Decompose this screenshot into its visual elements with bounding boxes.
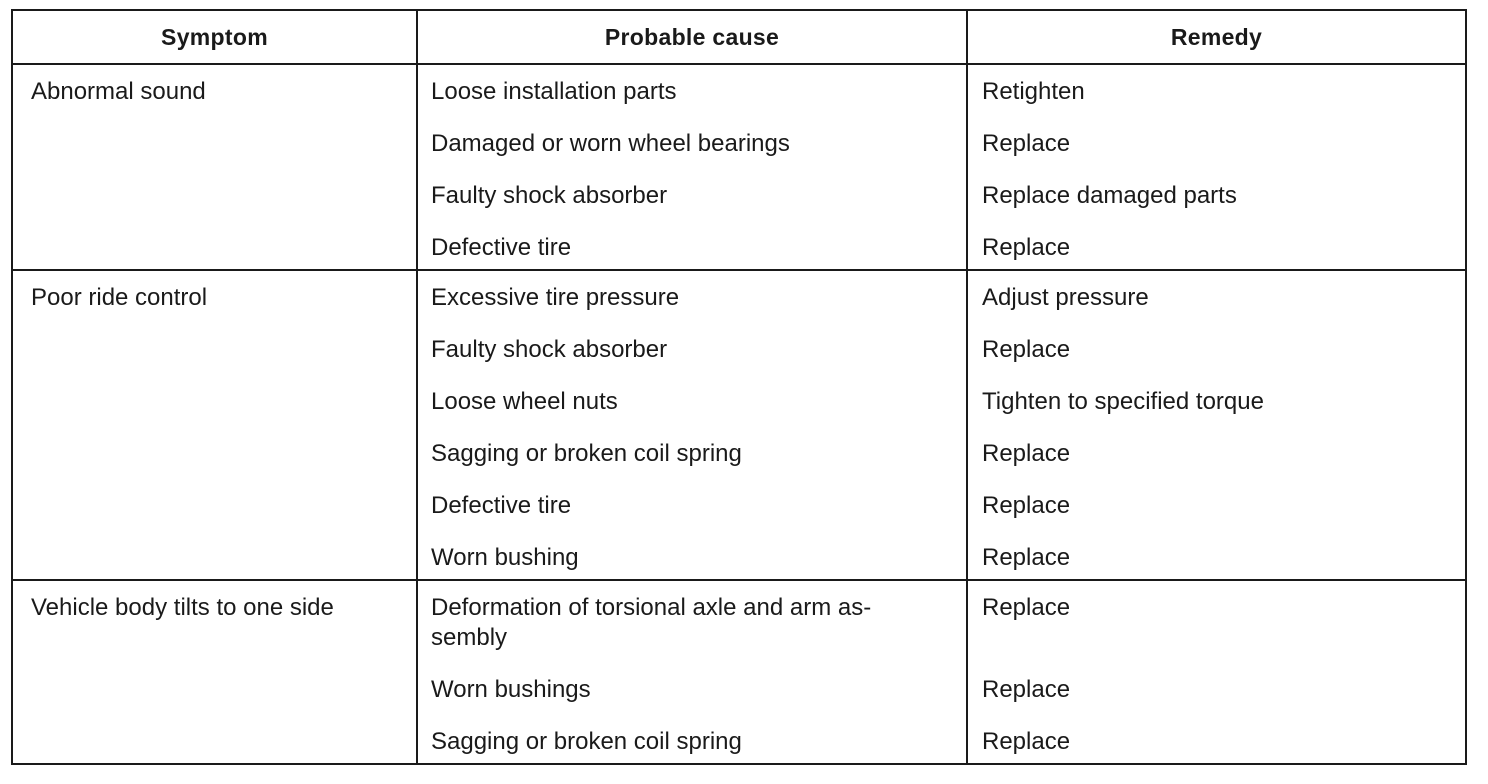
cause-text: Worn bushings [431, 676, 591, 703]
symptom-group-vehicle-body-tilts [13, 581, 1465, 763]
remedy-text: Replace [982, 440, 1071, 467]
remedy-text: Tighten to specified torque [982, 388, 1264, 415]
table-header-row [13, 11, 1465, 65]
cause-text: Faulty shock absorber [431, 182, 668, 209]
cause-text: Loose wheel nuts [431, 388, 618, 415]
remedy-text: Retighten [982, 78, 1085, 105]
remedy-text: Adjust pressure [982, 284, 1149, 311]
remedy-cell [966, 581, 1465, 763]
cause-cell [416, 581, 966, 763]
remedy-text: Replace [982, 130, 1071, 157]
cause-text: Sagging or broken coil spring [431, 728, 742, 755]
symptom-group-poor-ride-control [13, 271, 1465, 581]
cause-text: Worn bushing [431, 544, 579, 571]
remedy-cell [966, 271, 1465, 579]
symptom-cell: Vehicle body tilts to one side [31, 594, 334, 621]
remedy-text: Replace damaged parts [982, 182, 1237, 209]
header-probable-cause: Probable cause [416, 11, 966, 63]
remedy-text: Replace [982, 544, 1071, 571]
cause-text: Defective tire [431, 492, 572, 519]
header-symptom: Symptom [161, 23, 268, 50]
symptom-cell: Abnormal sound [31, 78, 206, 105]
remedy-text: Replace [982, 728, 1071, 755]
cause-text: Deformation of torsional axle and arm as-sembly [431, 594, 872, 651]
cause-text: Sagging or broken coil spring [431, 440, 742, 467]
remedy-text: Replace [982, 336, 1071, 363]
header-remedy: Remedy [966, 11, 1465, 63]
symptom-cell: Poor ride control [31, 284, 208, 311]
remedy-text: Replace [982, 234, 1071, 261]
cause-text: Defective tire [431, 234, 572, 261]
remedy-text: Replace [982, 676, 1071, 703]
remedy-text: Replace [982, 594, 1071, 621]
cause-cell [416, 271, 966, 579]
cause-text: Loose installation parts [431, 78, 677, 105]
cause-text: Damaged or worn wheel bearings [431, 130, 790, 157]
cause-text: Excessive tire pressure [431, 284, 680, 311]
remedy-cell [966, 65, 1465, 269]
remedy-text: Replace [982, 492, 1071, 519]
cause-cell [416, 65, 966, 269]
symptom-group-abnormal-sound [13, 65, 1465, 271]
cause-text: Faulty shock absorber [431, 336, 668, 363]
troubleshooting-table [11, 9, 1467, 765]
